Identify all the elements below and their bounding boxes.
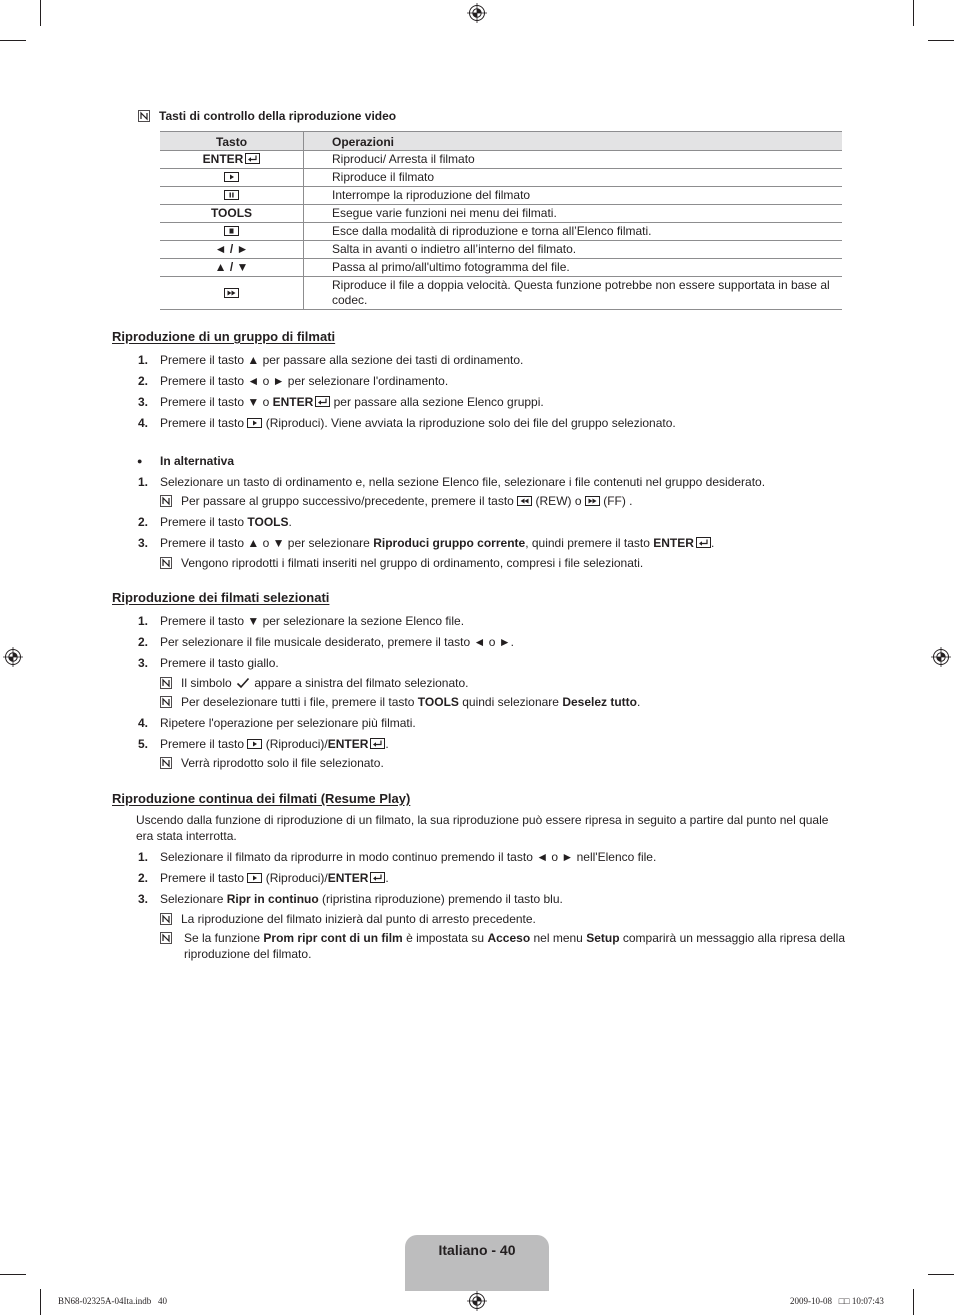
step-number: 2. <box>138 374 149 388</box>
note-icon <box>160 557 172 569</box>
section-title: Riproduzione continua dei filmati (Resume Play) <box>112 791 411 806</box>
table-row <box>160 241 842 259</box>
step-text: Premere il tasto ▲ o ▼ per selezionare Riproduci gruppo corrente, quindi premere il tasto ENTER . <box>160 536 715 550</box>
key-cell: ◄ / ► <box>160 241 304 259</box>
step-text: Premere il tasto (Riproduci)/ENTER . <box>160 737 389 751</box>
step-number: 4. <box>138 416 149 430</box>
crop-mark <box>0 40 26 41</box>
step-number: 1. <box>138 475 149 489</box>
note-icon <box>160 495 172 507</box>
note: Per passare al gruppo successivo/precedente, premere il tasto (REW) o (FF) . <box>160 494 633 508</box>
step-number: 1. <box>138 614 149 628</box>
key-cell <box>160 277 304 310</box>
note: Per deselezionare tutti i file, premere il tasto TOOLS quindi selezionare Deselez tutto. <box>160 695 640 709</box>
print-file-info: BN68-02325A-04Ita.indb 40 <box>58 1296 167 1306</box>
table-header-row <box>160 132 842 151</box>
print-date-info: 2009-10-08 □□ 10:07:43 <box>790 1296 884 1306</box>
enter-icon <box>696 537 711 548</box>
operation-cell: Riproduce il file a doppia velocità. Questa funzione potrebbe non essere supportata in base al codec. <box>304 277 843 310</box>
step-number: 1. <box>138 850 149 864</box>
table-row <box>160 151 842 169</box>
key-cell <box>160 223 304 241</box>
page-number-tab <box>405 1235 549 1291</box>
key-cell <box>160 169 304 187</box>
pause-icon <box>224 190 239 200</box>
checkmark-icon <box>236 677 250 689</box>
step-number: 2. <box>138 871 149 885</box>
key-cell: ENTER <box>160 151 304 169</box>
key-cell <box>160 187 304 205</box>
stop-icon <box>224 226 239 236</box>
step-number: 5. <box>138 737 149 751</box>
step-number: 1. <box>138 353 149 367</box>
enter-icon <box>370 738 385 749</box>
step-text: Premere il tasto (Riproduci)/ENTER . <box>160 871 389 885</box>
step-text: Selezionare un tasto di ordinamento e, nella sezione Elenco file, selezionare i file contenuti nel gruppo desiderato. <box>160 475 766 489</box>
crop-mark <box>928 40 954 41</box>
column-header-operations: Operazioni <box>304 132 843 151</box>
step-text: Premere il tasto ▲ per passare alla sezione dei tasti di ordinamento. <box>160 353 524 367</box>
crop-mark <box>40 1289 41 1315</box>
crop-mark <box>928 1274 954 1275</box>
step-text: Premere il tasto ▼ per selezionare la sezione Elenco file. <box>160 614 465 628</box>
step-number: 2. <box>138 635 149 649</box>
note-icon <box>160 677 172 689</box>
table-row <box>160 277 842 310</box>
registration-mark-icon <box>931 647 951 667</box>
step-number: 2. <box>138 515 149 529</box>
section-title: Riproduzione dei filmati selezionati <box>112 590 330 605</box>
subheading: In alternativa <box>160 454 235 468</box>
step-text: Ripetere l'operazione per selezionare più filmati. <box>160 716 416 730</box>
enter-icon <box>245 153 260 164</box>
enter-icon <box>370 872 385 883</box>
operation-cell: Passa al primo/all'ultimo fotogramma del file. <box>304 259 843 277</box>
note-icon <box>160 696 172 708</box>
enter-icon <box>315 396 330 407</box>
step-number: 3. <box>138 536 149 550</box>
step-text: Premere il tasto (Riproduci). Viene avviata la riproduzione solo dei file del gruppo selezionato. <box>160 416 676 430</box>
note: Vengono riprodotti i filmati inseriti nel gruppo di ordinamento, compresi i file selezionati. <box>160 556 643 570</box>
registration-mark-icon <box>467 1291 487 1311</box>
intro-paragraph: Uscendo dalla funzione di riproduzione di un filmato, la sua riproduzione può essere ripresa in seguito a partire dal punto nel quale era stata interrotta. <box>136 813 829 843</box>
operation-cell: Interrompe la riproduzione del filmato <box>304 187 843 205</box>
step-number: 4. <box>138 716 149 730</box>
step-text: Premere il tasto TOOLS. <box>160 515 292 529</box>
play-icon <box>247 739 262 749</box>
operation-cell: Esegue varie funzioni nei menu dei filmati. <box>304 205 843 223</box>
key-cell: TOOLS <box>160 205 304 223</box>
bullet: ● <box>137 456 143 466</box>
key-cell: ▲ / ▼ <box>160 259 304 277</box>
operation-cell: Riproduce il filmato <box>304 169 843 187</box>
column-header-key: Tasto <box>160 132 304 151</box>
table-caption: Tasti di controllo della riproduzione video <box>138 109 396 123</box>
page-label: Italiano - 40 <box>438 1242 516 1258</box>
play-icon <box>224 172 239 182</box>
table-row <box>160 259 842 277</box>
note: Verrà riprodotto solo il file selezionato. <box>160 756 384 770</box>
note: Il simbolo appare a sinistra del filmato selezionato. <box>160 676 468 690</box>
crop-mark <box>0 1274 26 1275</box>
step-number: 3. <box>138 892 149 906</box>
operation-cell: Riproduci/ Arresta il filmato <box>304 151 843 169</box>
crop-mark <box>913 1289 914 1315</box>
crop-mark <box>913 0 914 26</box>
section-title: Riproduzione di un gruppo di filmati <box>112 329 336 344</box>
note-icon <box>160 757 172 769</box>
crop-mark <box>40 0 41 26</box>
step-number: 3. <box>138 395 149 409</box>
table-row <box>160 223 842 241</box>
table-row <box>160 169 842 187</box>
step-text: Per selezionare il file musicale desiderato, premere il tasto ◄ o ►. <box>160 635 514 649</box>
table-row <box>160 205 842 223</box>
play-icon <box>247 418 262 428</box>
note-icon <box>138 110 150 122</box>
registration-mark-icon <box>467 3 487 23</box>
operation-cell: Salta in avanti o indietro all’interno del filmato. <box>304 241 843 259</box>
fast-forward-icon <box>224 288 239 298</box>
step-text: Selezionare Ripr in continuo (ripristina riproduzione) premendo il tasto blu. <box>160 892 563 906</box>
registration-mark-icon <box>3 647 23 667</box>
step-text: Premere il tasto giallo. <box>160 656 279 670</box>
step-text: Premere il tasto ◄ o ► per selezionare l'ordinamento. <box>160 374 449 388</box>
step-text: Selezionare il filmato da riprodurre in modo continuo premendo il tasto ◄ o ► nell'Elenco file. <box>160 850 657 864</box>
step-number: 3. <box>138 656 149 670</box>
playback-control-table <box>160 131 842 310</box>
table-row <box>160 187 842 205</box>
play-icon <box>247 873 262 883</box>
note-icon <box>160 913 172 925</box>
note: La riproduzione del filmato inizierà dal punto di arresto precedente. <box>160 912 536 926</box>
rewind-icon <box>517 496 532 506</box>
step-text: Premere il tasto ▼ o ENTER per passare alla sezione Elenco gruppi. <box>160 395 544 409</box>
note-icon <box>160 932 172 944</box>
fast-forward-icon <box>585 496 600 506</box>
note: Se la funzione Prom ripr cont di un film è impostata su Acceso nel menu Setup comparirà un messaggio alla ripresa della riproduzione del filmato. <box>160 930 850 962</box>
operation-cell: Esce dalla modalità di riproduzione e torna all’Elenco filmati. <box>304 223 843 241</box>
